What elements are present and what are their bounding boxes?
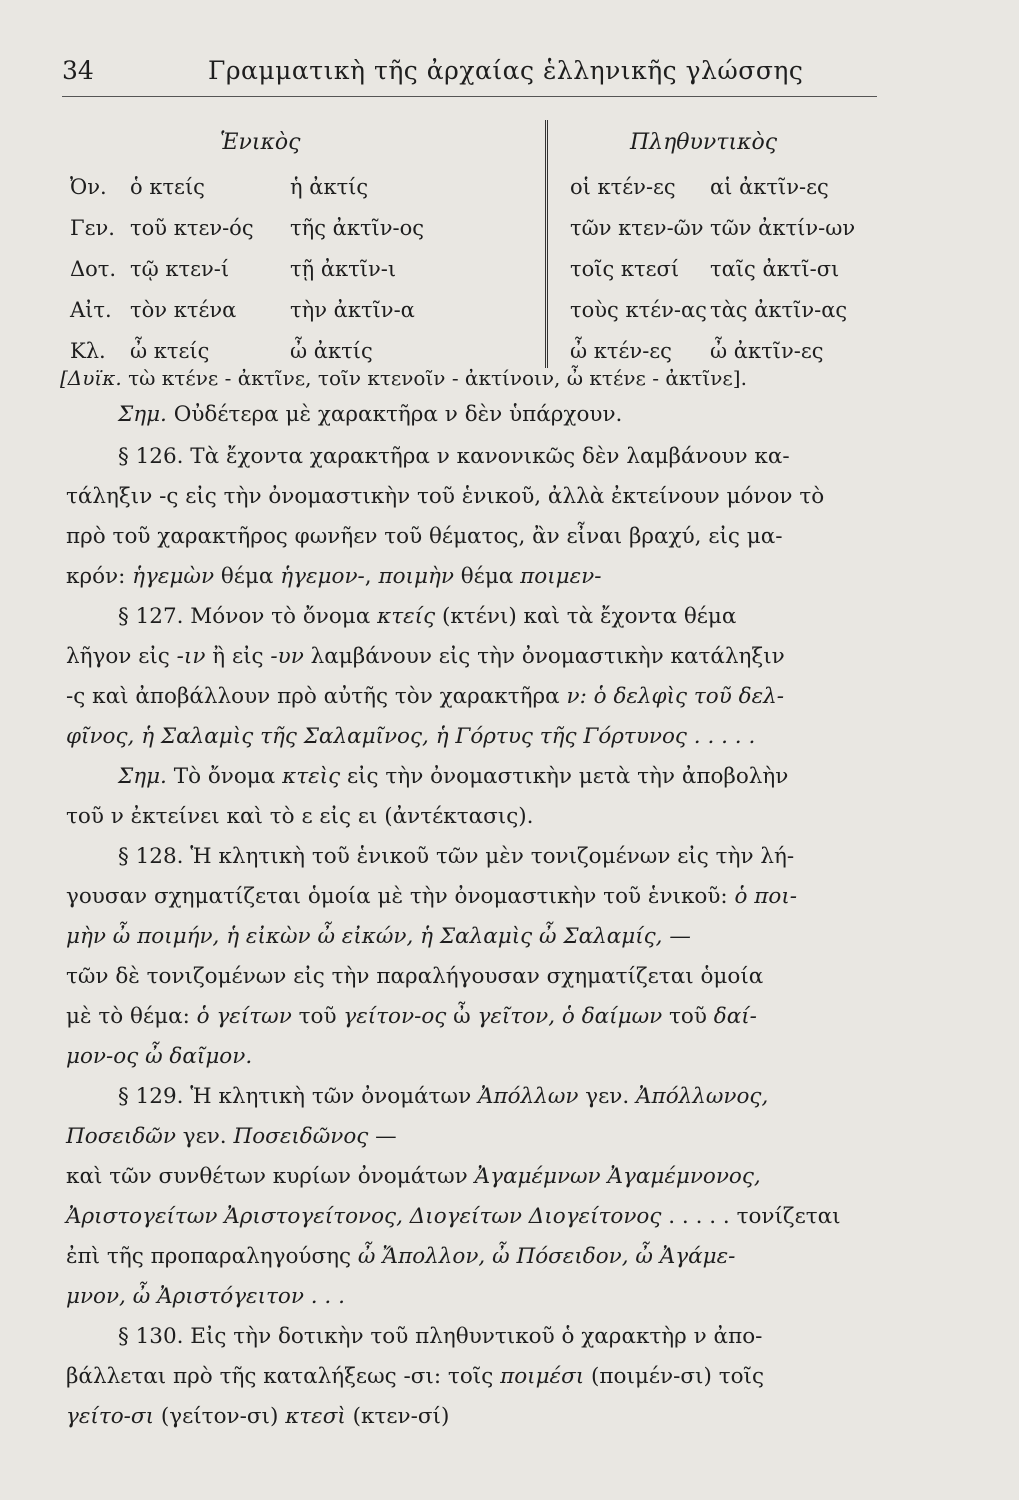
text-span: κρόν: <box>66 564 133 589</box>
header-rule <box>62 96 877 97</box>
paragraph-128-line: μον-ος ὦ δαῖμον. <box>66 1044 253 1069</box>
text-span: Τὸ ὄνομα <box>166 764 283 789</box>
text-span: τοῦ <box>662 1004 714 1029</box>
text-span: ἢ εἰς <box>205 644 271 669</box>
paragraph-128-line <box>66 1004 757 1029</box>
note-label: Σημ. <box>118 402 167 427</box>
example-word: ὦ Ἄπολλον, ὦ Πόσειδον, ὦ Ἀγάμε- <box>357 1244 736 1269</box>
paragraph-129-line: μνον, ὦ Ἀριστόγειτον . . . <box>66 1284 345 1309</box>
note-text: Οὐδέτερα μὲ χαρακτῆρα ν δὲν ὑπάρχουν. <box>166 402 623 427</box>
plural-form: τῶν κτεν-ῶν <box>570 216 704 240</box>
singular-form: ὦ ἀκτίς <box>290 339 373 363</box>
text-span: — <box>368 1124 397 1149</box>
example-word: κτείς <box>377 604 436 629</box>
text-span: . . . . . τονίζεται <box>661 1204 841 1229</box>
dual-line <box>60 366 747 390</box>
text-span: ἐπὶ τῆς προπαραληγούσης <box>66 1244 358 1269</box>
paragraph-129-line <box>66 1124 397 1149</box>
dual-label: [Δυϊκ. <box>60 366 122 390</box>
paragraph-128-line <box>66 884 797 909</box>
text-span: § 129. Ἡ κλητικὴ τῶν ὀνομάτων <box>118 1084 478 1109</box>
text-span: θέμα <box>453 564 521 589</box>
text-span: -ς καὶ ἀποβάλλουν πρὸ αὐτῆς τὸν χαρακτῆρα <box>66 684 567 709</box>
singular-form: τὴν ἀκτῖν-α <box>290 298 415 322</box>
text-span: βάλλεται πρὸ τῆς καταλήξεως -σι: τοῖς <box>66 1364 501 1389</box>
text-span: γεν. <box>175 1124 234 1149</box>
case-label: Κλ. <box>70 339 106 363</box>
singular-form: τῇ ἀκτῖν-ι <box>290 257 397 281</box>
example-word: ὁ γείτων <box>196 1004 292 1029</box>
paragraph-128-line: μὴν ὦ ποιμήν, ἡ εἰκὼν ὦ εἰκών, ἡ Σαλαμὶς ὦ Σαλαμίς, — <box>66 924 691 949</box>
example-word: Ποσειδῶνος <box>233 1124 369 1149</box>
plural-form: τοῖς κτεσί <box>570 257 680 281</box>
note-label: Σημ. <box>118 764 167 789</box>
case-label: Δοτ. <box>70 257 117 281</box>
paragraph-127-line <box>66 644 785 669</box>
text-span: καὶ τῶν συνθέτων κυρίων ὀνομάτων <box>66 1164 475 1189</box>
paragraph-128-line: τῶν δὲ τονιζομένων εἰς τὴν παραλήγουσαν σχηματίζεται ὁμοία <box>66 964 764 989</box>
text-span: γεν. <box>578 1084 637 1109</box>
text-span: , <box>364 564 379 589</box>
suffix: -ιν <box>176 644 206 669</box>
paragraph-130-line <box>66 1364 764 1389</box>
text-span: θέμα <box>214 564 281 589</box>
paragraph-129-line <box>66 1164 761 1189</box>
text-span: γουσαν σχηματίζεται ὁμοία μὲ τὴν ὀνομαστικὴν τοῦ ἑνικοῦ: <box>66 884 735 909</box>
example-word: Ἀπόλλων <box>478 1084 579 1109</box>
plural-heading: Πληθυντικὸς <box>630 130 778 155</box>
example-word: ποιμεν- <box>520 564 602 589</box>
example-word: ποιμέσι <box>500 1364 585 1389</box>
example-word: ἡγεμον- <box>280 564 365 589</box>
plural-form: τοὺς κτέν-ας <box>570 298 707 322</box>
paragraph-127-line <box>66 684 784 709</box>
plural-form: οἱ κτέν-ες <box>570 175 676 199</box>
singular-form: ὦ κτείς <box>130 339 210 363</box>
page-number: 34 <box>62 56 94 85</box>
example-word: ὁ ποι- <box>734 884 798 909</box>
paragraph-129-line <box>118 1084 768 1109</box>
example-word: κτεὶς <box>282 764 341 789</box>
text-span: λῆγον εἰς <box>66 644 177 669</box>
singular-form: ἡ ἀκτίς <box>290 175 369 199</box>
page-header <box>62 56 882 96</box>
singular-form: τῆς ἀκτῖν-ος <box>290 216 425 240</box>
text-span: (κτένι) καὶ τὰ ἔχοντα θέμα <box>435 604 737 629</box>
text-span: (κτεν-σί) <box>345 1404 450 1429</box>
paragraph-128-line: § 128. Ἡ κλητικὴ τοῦ ἑνικοῦ τῶν μὲν τονιζομένων εἰς τὴν λή- <box>118 844 795 869</box>
text-span: § 127. Μόνον τὸ ὄνομα <box>118 604 378 629</box>
case-label: Γεν. <box>70 216 115 240</box>
paragraph-126-line: πρὸ τοῦ χαρακτῆρος φωνῆεν τοῦ θέματος, ἂν εἶναι βραχύ, εἰς μα- <box>66 524 783 549</box>
singular-heading: Ἑνικὸς <box>220 130 301 155</box>
paragraph-127-line <box>118 604 736 629</box>
text-span: (ποιμέν-σι) τοῖς <box>584 1364 765 1389</box>
paragraph-129-line <box>66 1244 735 1269</box>
paragraph-130-line <box>66 1404 449 1429</box>
singular-form: τῷ κτεν-ί <box>130 257 230 281</box>
example-word: Ἀγαμέμνων Ἀγαμέμνονος, <box>474 1164 761 1189</box>
example-word: Ἀριστογείτων Ἀριστογείτονος, Διογείτων Διογείτονος <box>66 1204 662 1229</box>
plural-form: τῶν ἀκτίν-ων <box>710 216 856 240</box>
text-span: εἰς τὴν ὀνομαστικὴν μετὰ τὴν ἀποβολὴν <box>340 764 789 789</box>
example-word: ποιμὴν <box>378 564 454 589</box>
example-word: κτεσὶ <box>285 1404 346 1429</box>
plural-form: τὰς ἀκτῖν-ας <box>710 298 848 322</box>
case-label: Ὀν. <box>70 175 107 199</box>
note-line <box>118 764 788 789</box>
text-span: μὲ τὸ θέμα: <box>66 1004 197 1029</box>
column-divider <box>545 120 548 368</box>
text-span: (γείτον-σι) <box>154 1404 286 1429</box>
example-word: γεῖτον, ὁ δαίμων <box>477 1004 663 1029</box>
plural-form: ὦ κτέν-ες <box>570 339 672 363</box>
declension-table <box>70 120 890 363</box>
singular-form: ὁ κτείς <box>130 175 205 199</box>
plural-form: αἱ ἀκτῖν-ες <box>710 175 829 199</box>
example-word: γείτον-ος <box>343 1004 447 1029</box>
case-label: Αἰτ. <box>70 298 112 322</box>
text-span: τοῦ <box>291 1004 344 1029</box>
example-word: Ἀπόλλωνος, <box>636 1084 769 1109</box>
paragraph-129-line <box>66 1204 841 1229</box>
example-word: γείτο-σι <box>66 1404 155 1429</box>
text-span: λαμβάνουν εἰς τὴν ὀνομαστικὴν κατάληξιν <box>303 644 785 669</box>
paragraph-126-line <box>66 564 602 589</box>
example-word: ν: ὁ δελφὶς τοῦ δελ- <box>566 684 785 709</box>
example-word: Ποσειδῶν <box>66 1124 176 1149</box>
plural-form: ὦ ἀκτῖν-ες <box>710 339 824 363</box>
note-line <box>118 402 622 427</box>
suffix: -υν <box>270 644 304 669</box>
singular-form: τοῦ κτεν-ός <box>130 216 254 240</box>
paragraph-126-line: τάληξιν -ς εἰς τὴν ὀνομαστικὴν τοῦ ἑνικοῦ, ἀλλὰ ἐκτείνουν μόνον τὸ <box>66 484 825 509</box>
singular-form: τὸν κτένα <box>130 298 237 322</box>
running-title: Γραμματικὴ τῆς ἀρχαίας ἑλληνικῆς γλώσσης <box>208 56 804 85</box>
example-word: δαί- <box>713 1004 757 1029</box>
paragraph-130-line: § 130. Εἰς τὴν δοτικὴν τοῦ πληθυντικοῦ ὁ χαρακτὴρ ν ἀπο- <box>118 1324 763 1349</box>
note-line: τοῦ ν ἐκτείνει καὶ τὸ ε εἰς ει (ἀντέκτασις). <box>66 804 534 829</box>
paragraph-127-line: φῖνος, ἡ Σαλαμὶς τῆς Σαλαμῖνος, ἡ Γόρτυς τῆς Γόρτυνος . . . . . <box>66 724 756 749</box>
example-word: ἡγεμὼν <box>132 564 215 589</box>
dual-forms: τὼ κτένε - ἀκτῖνε, τοῖν κτενοῖν - ἀκτίνοιν, ὦ κτένε - ἀκτῖνε]. <box>128 366 747 390</box>
text-span: ὦ <box>446 1004 478 1029</box>
paragraph-126-line: § 126. Τὰ ἔχοντα χαρακτῆρα ν κανονικῶς δὲν λαμβάνουν κα- <box>118 444 790 469</box>
plural-form: ταῖς ἀκτῖ-σι <box>710 257 840 281</box>
